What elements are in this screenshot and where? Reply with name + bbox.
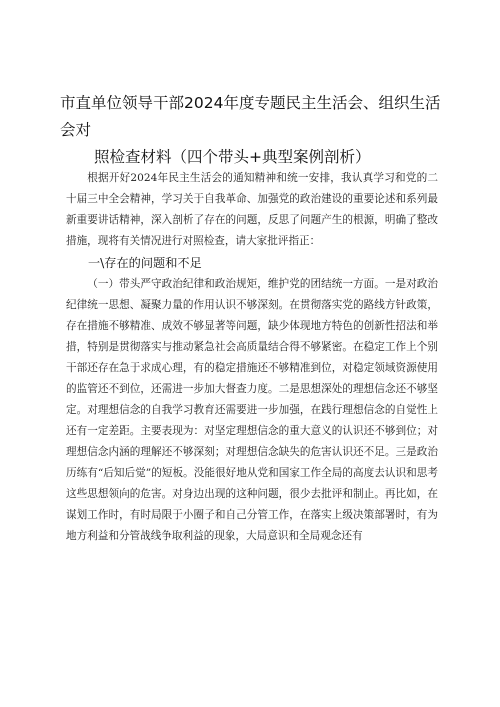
section-heading: 一\存在的问题和不足	[88, 256, 202, 270]
title-line-1: 市直单位领导干部2024年度专题民主生活会、组织生活会对	[60, 94, 441, 139]
document-title	[60, 90, 450, 171]
intro-paragraph: 根据开好2024年民主生活会的通知精神和统一安排，我认真学习和党的二十届三中全会精神，学习关于自我革命、加强党的政治建设的重要论述和系列最新重要讲话精神，深入剖析了存在的问题，反思了问题产生的根源，明确了整改措施，现将有关情况进行对照检查，请大家批评指正：	[66, 172, 438, 247]
section-paragraph: （一）带头严守政治纪律和政治规矩，维护党的团结统一方面。一是对政治纪律统一思想、凝聚力量的作用认识不够深刻。在贯彻落实党的路线方针政策，存在措施不够精准、成效不够显著等问题，缺少体现地方特色的创新性招法和举措，特别是贯彻落实与推动紧急社会高质量结合得不够紧密。在稳定工作上个别干部还存在急于求成心理，有的稳定措施还不够精准到位，对稳定领域资源使用的监管还不到位，还需进一步加大督查力度。二是思想深处的理想信念还不够坚定。对理想信念的自我学习教育还需要进一步加强，在践行理想信念的自觉性上还有一定差距。主要表现为：对坚定理想信念的重大意义的认识还不够到位；对理想信念内涵的理解还不够深刻；对理想信念缺失的危害认识还不足。三是政治历练有“后知后觉”的短板。没能很好地从党和国家工作全局的高度去认识和思考这些思想领向的危害。对身边出现的这种问题，很少去批评和制止。再比如，在谋划工作时，有时局限于小圈子和自己分管工作，在落实上级决策部署时，有为地方利益和分管战线争取利益的现象，大局意识和全局观念还有	[66, 278, 438, 542]
document-body	[66, 168, 438, 547]
title-line-2: 照检查材料（四个带头+典型案例剖析）	[94, 148, 371, 166]
